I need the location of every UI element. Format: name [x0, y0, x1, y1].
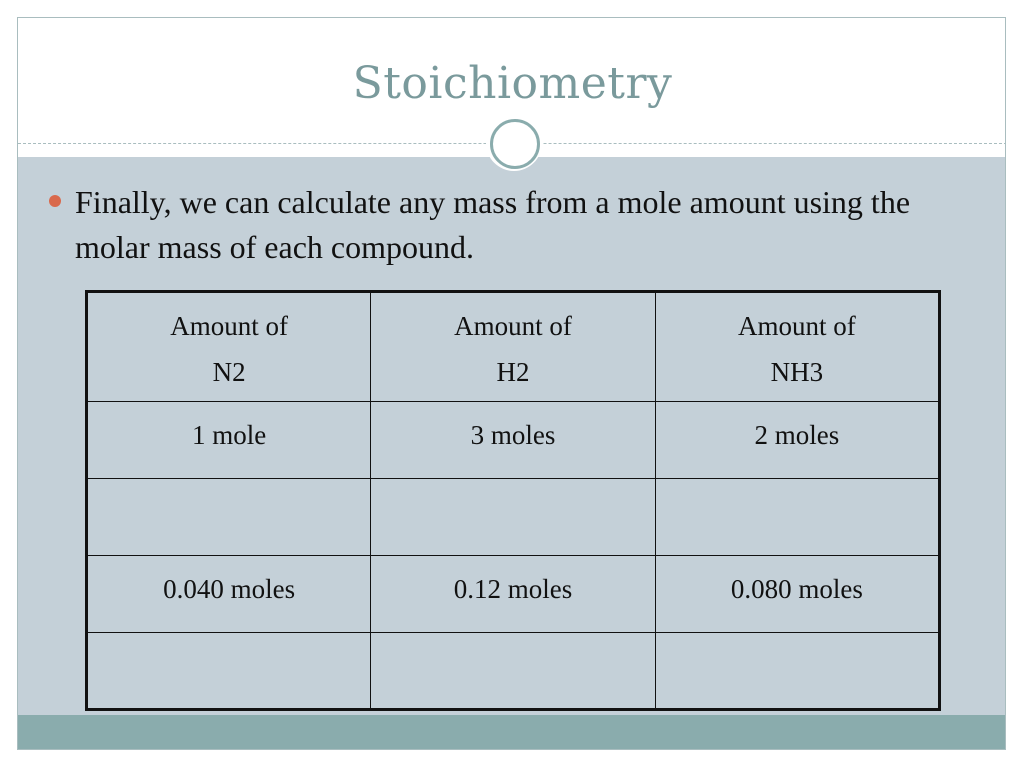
table-cell: 0.080 moles — [655, 556, 939, 633]
table-cell — [655, 479, 939, 556]
header-label: Amount of — [454, 311, 572, 341]
table-cell: 0.040 moles — [87, 556, 371, 633]
table-cell — [655, 633, 939, 710]
header-compound: NH3 — [770, 357, 824, 387]
moles-table — [85, 290, 941, 711]
header-compound: N2 — [212, 357, 246, 387]
table-row — [87, 633, 940, 710]
slide-title: Stoichiometry — [352, 58, 673, 109]
table-cell — [87, 633, 371, 710]
header-label: Amount of — [737, 311, 856, 341]
bullet-dot-icon — [49, 195, 61, 207]
table-cell: 3 moles — [371, 402, 655, 479]
table-cell — [371, 479, 655, 556]
header-cell-n2 — [87, 292, 371, 402]
header-label: Amount of — [170, 311, 289, 341]
header-cell-h2 — [371, 292, 655, 402]
divider-ring-circle — [490, 119, 540, 169]
bullet-text: Finally, we can calculate any mass from a mole amount using the molar mass of each compound. — [75, 184, 911, 265]
table-cell: 0.12 moles — [371, 556, 655, 633]
table-row — [87, 479, 940, 556]
table-row — [87, 556, 940, 633]
table-header-row — [87, 292, 940, 402]
header-compound: H2 — [496, 357, 530, 387]
table-cell: 1 mole — [87, 402, 371, 479]
table-cell — [371, 633, 655, 710]
table-cell — [87, 479, 371, 556]
header-cell-nh3 — [655, 292, 939, 402]
footer-bar — [18, 715, 1006, 750]
table-row — [87, 402, 940, 479]
slide — [17, 17, 1006, 750]
table-cell: 2 moles — [655, 402, 939, 479]
